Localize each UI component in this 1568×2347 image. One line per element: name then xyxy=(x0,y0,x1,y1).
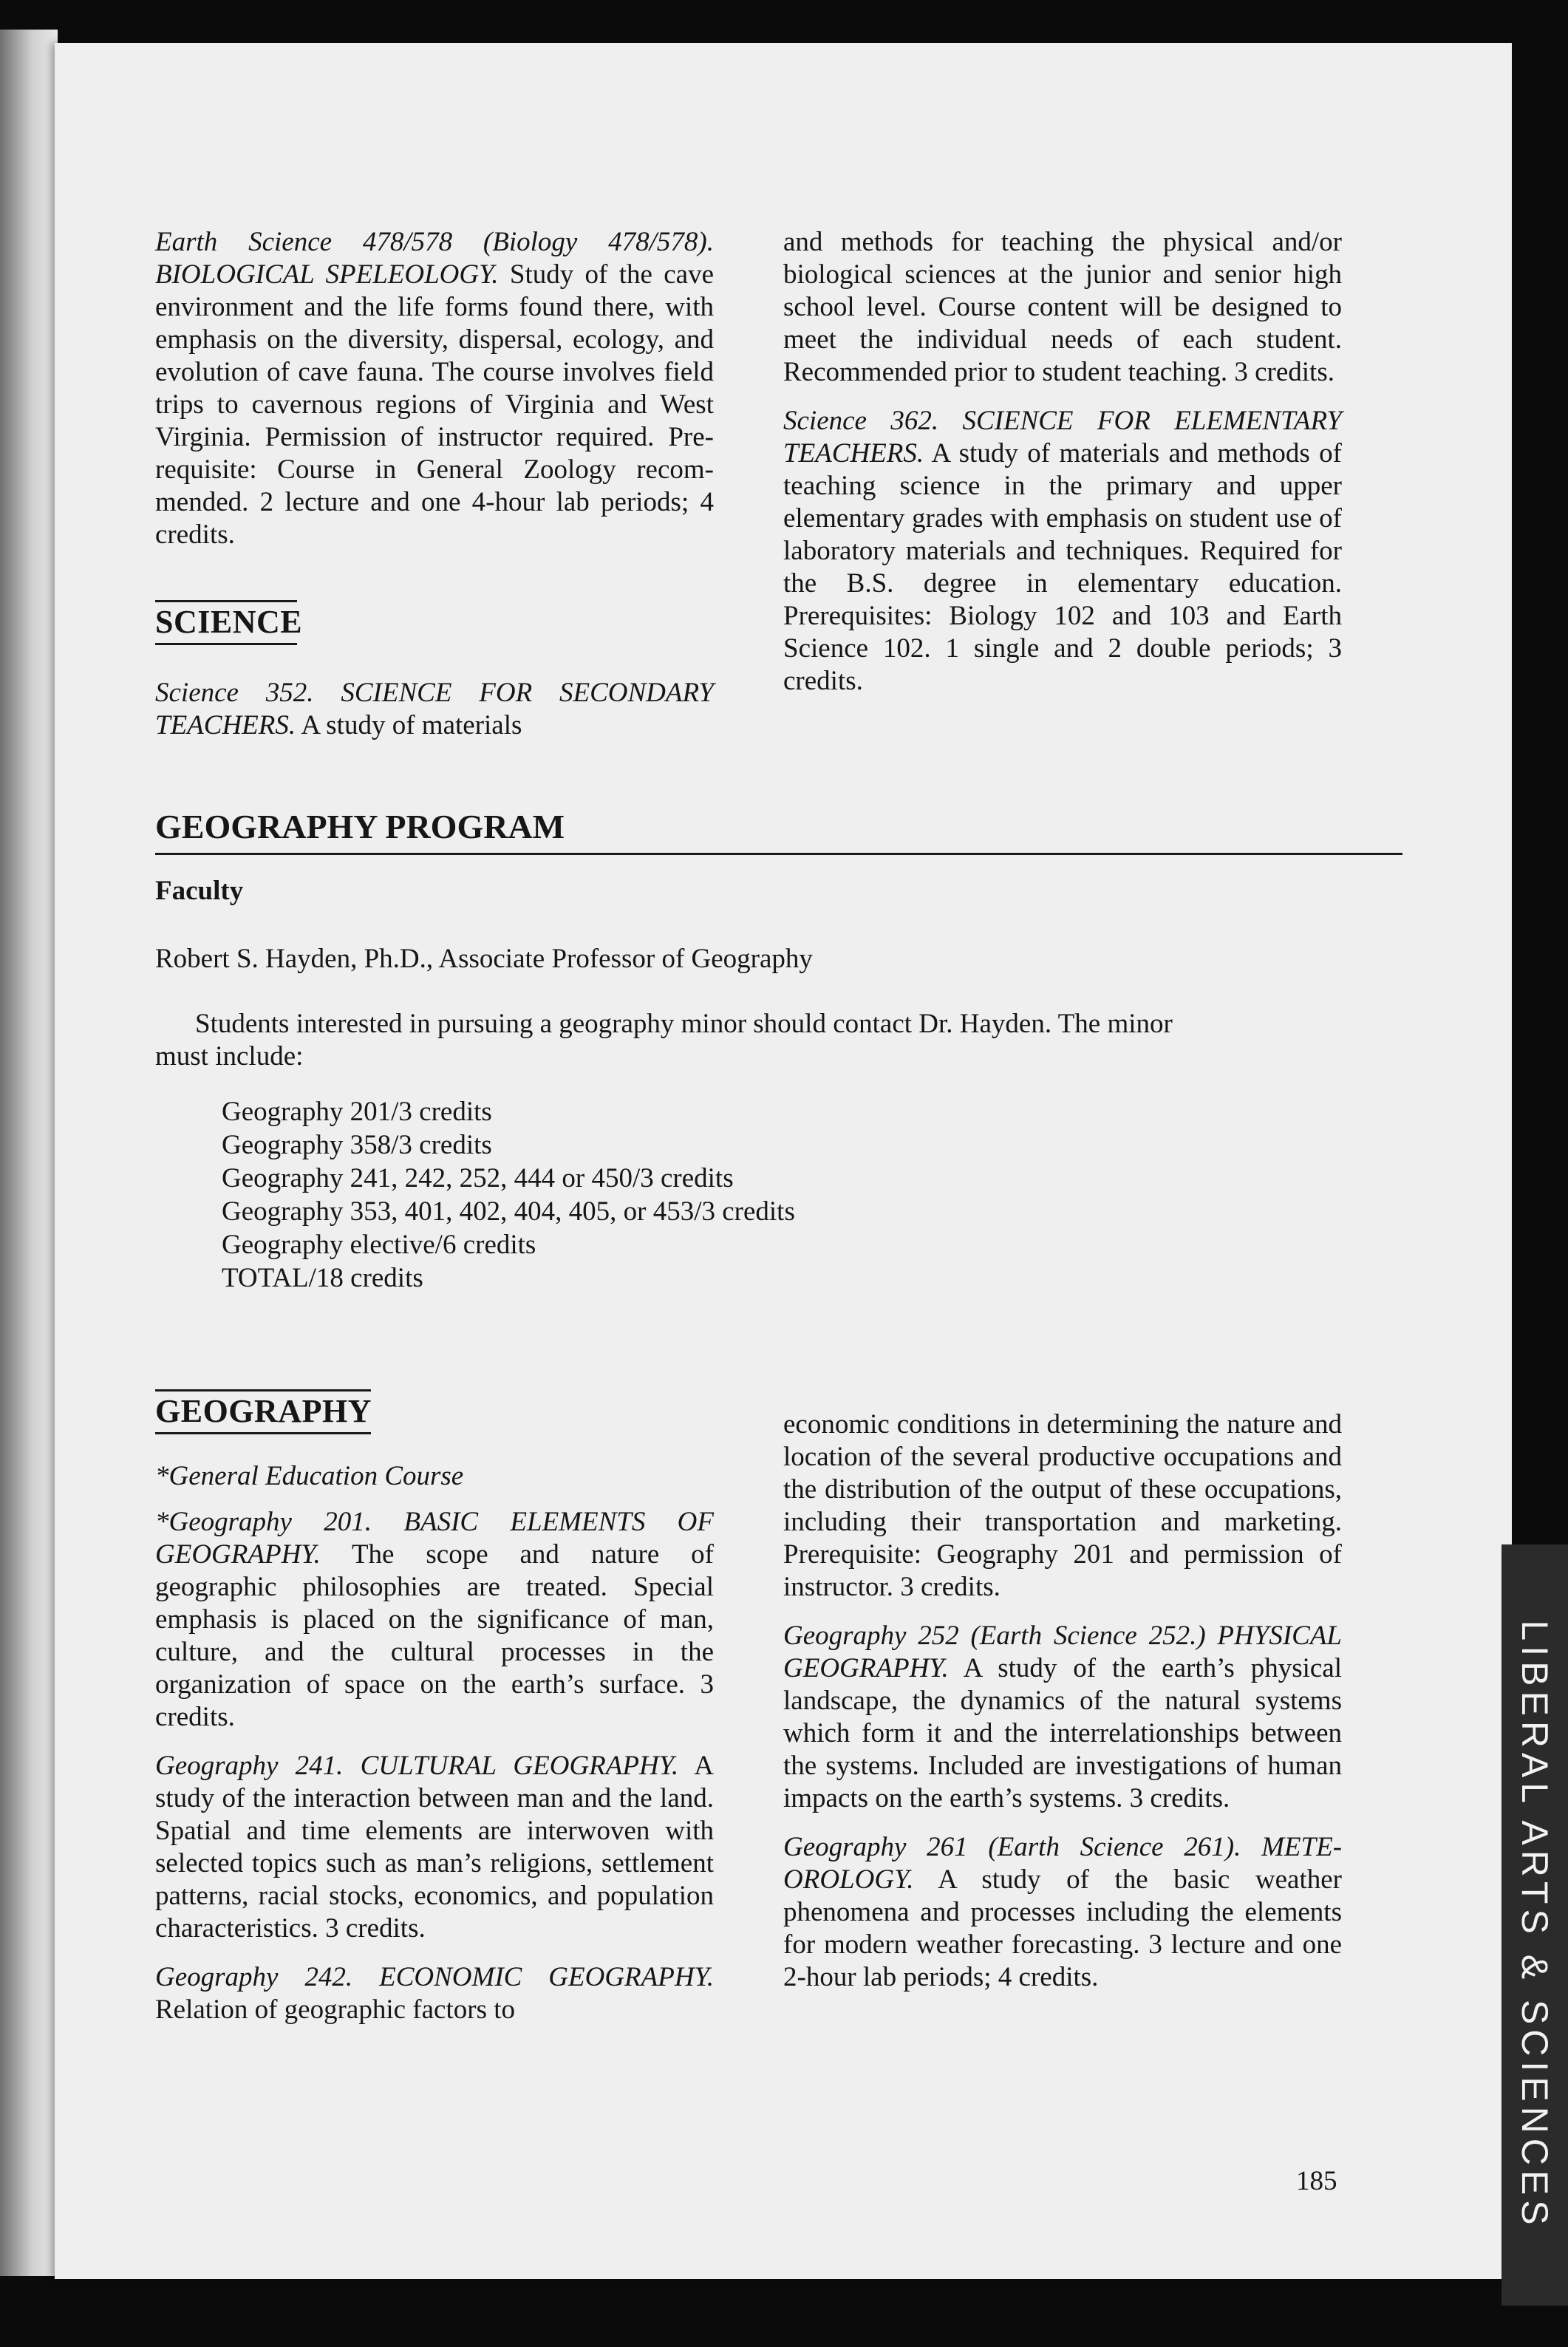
faculty-label: Faculty xyxy=(155,876,244,906)
course-description: economic conditions in determining the nature and location of the several productive occupations and the distribution of the output of these occupations, including their transportation and marketing. Prerequisite: Geography 201 and permission of instructor. 3 credits. xyxy=(783,1409,1342,1602)
science-heading-rule-top xyxy=(155,600,297,602)
requirement-item: Geography 241, 242, 252, 444 or 450/3 credits xyxy=(222,1163,734,1193)
page-number: 185 xyxy=(1296,2166,1337,2196)
side-tab-label: LIBERAL ARTS & SCIENCES xyxy=(1514,1620,1555,2230)
course-title: SCIENCE FOR ELEMENTARY TEACHERS. xyxy=(783,406,1343,469)
geography-right-column xyxy=(783,1408,1342,1994)
course-title: BASIC ELEMENTS OF GEOGRAPHY. xyxy=(155,1507,715,1570)
science-heading: SCIENCE xyxy=(155,604,303,640)
section-side-tab xyxy=(1501,1544,1568,2306)
course-number: Geography 252 (Earth Science 252.) xyxy=(783,1621,1206,1651)
geography-heading-rule-top xyxy=(155,1389,371,1391)
course-title: SCIENCE FOR SECONDARY TEACHERS. xyxy=(155,678,714,740)
course-title: CULTURAL GEOGRAPHY. xyxy=(360,1751,679,1781)
course-description: A study of the basic weather phenomena and processes including the elements for modern weather forecasting. 3 lecture and one 2-hour lab periods; 4 credits. xyxy=(783,1864,1342,1992)
course-title: METEOROLOGY. xyxy=(783,1832,1343,1895)
course-number: Science 352. xyxy=(155,678,314,708)
course-entry-geography-261 xyxy=(783,1831,1342,1994)
course-description: A study of materials xyxy=(301,710,522,740)
course-entry-science-352 xyxy=(155,677,714,742)
geography-program-rule xyxy=(155,853,1402,855)
top-left-column xyxy=(155,226,714,551)
course-number: Science 362. xyxy=(783,406,939,436)
course-number: Earth Science 478/578 (Biology 478/578). xyxy=(155,227,714,257)
course-description: A study of the earth’s physical landscape, the dynamics of the natural systems which form it and the interrelationships between the systems. Included are investigations of human impacts on the earth’s systems. 3 credits. xyxy=(783,1653,1343,1813)
course-number: Geography 261 (Earth Science 261). xyxy=(783,1832,1241,1862)
course-number: *Geography 201. xyxy=(155,1507,372,1537)
course-number: Geography 242. xyxy=(155,1962,353,1992)
course-description: The scope and nature of geographic philosophies are treated. Special emphasis is placed on the significance of man, culture, and the cultural processes in the organization of space on the earth’s surface. 3 credits. xyxy=(155,1539,714,1732)
course-description: and methods for teaching the physical and/or biological sciences at the junior and senior high school level. Course content will be designed to meet the individual needs of each student. Recommended prior to student teaching. 3 credits. xyxy=(783,227,1342,387)
course-title: BIOLOGICAL SPELEOLOGY. xyxy=(155,259,499,290)
requirement-item: Geography 353, 401, 402, 404, 405, or 453/3 credits xyxy=(222,1196,795,1227)
minor-intro-line-2: must include: xyxy=(155,1041,304,1072)
geography-heading: GEOGRAPHY xyxy=(155,1393,372,1429)
geography-program-heading: GEOGRAPHY PROGRAM xyxy=(155,808,565,845)
course-title: ECONOMIC GEOGRAPHY. xyxy=(379,1962,715,1992)
course-description: A study of materials and methods of teaching science in the primary and upper elementary grades with emphasis on student use of laboratory materials and techniques. Required for the B.S. degree in elementary education. Prerequisites: Biology 102 and 103 and Earth Science 102. 1 single and 2 double periods; 3 credits. xyxy=(783,438,1342,696)
course-entry-geography-242-continued xyxy=(783,1408,1342,1604)
course-entry-science-362 xyxy=(783,405,1342,698)
minor-intro-line-1: Students interested in pursuing a geography minor should contact Dr. Hayden. The minor xyxy=(195,1009,1173,1039)
course-description: Study of the cave environment and the life forms found there, with emphasis on the diversity, dispersal, ecology, and evolution of cave fauna. The course involves field trips to cavernous regions of Virginia and West Virginia. Permission of instructor required. Prerequisite: Course in General Zoology recommended. 2 lecture and one 4-hour lab periods; 4 credits. xyxy=(155,259,714,550)
minor-requirements-list xyxy=(222,1095,795,1295)
requirement-item: Geography 358/3 credits xyxy=(222,1130,492,1160)
course-description: A study of the interaction between man and the land. Spatial and time elements are interwoven with selected topics such as man’s religions, settlement patterns, racial stocks, economics, and population characteristics. 3 credits. xyxy=(155,1751,714,1944)
course-entry-science-352-continued xyxy=(783,226,1342,389)
requirement-item: Geography elective/6 credits xyxy=(222,1230,536,1260)
faculty-member: Robert S. Hayden, Ph.D., Associate Professor of Geography xyxy=(155,944,813,974)
top-right-column xyxy=(783,226,1342,698)
requirement-item: TOTAL/18 credits xyxy=(222,1263,423,1293)
course-entry-earth-science-478 xyxy=(155,226,714,551)
book-spine-edge xyxy=(0,30,58,2276)
course-entry-geography-252 xyxy=(783,1620,1342,1815)
geography-heading-rule-bottom xyxy=(155,1432,371,1434)
catalog-page xyxy=(55,43,1512,2279)
science-heading-rule-bottom xyxy=(155,643,297,645)
requirement-item: Geography 201/3 credits xyxy=(222,1097,492,1127)
science-left-column xyxy=(155,677,714,742)
course-title: PHYSICAL GEOGRAPHY. xyxy=(783,1621,1342,1683)
course-entry-geography-241 xyxy=(155,1750,714,1945)
course-entry-geography-201 xyxy=(155,1506,714,1734)
general-education-note: *General Education Course xyxy=(155,1461,464,1491)
geography-left-column xyxy=(155,1506,714,2026)
course-number: Geography 241. xyxy=(155,1751,344,1781)
course-entry-geography-242 xyxy=(155,1961,714,2026)
course-description: Relation of geographic factors to xyxy=(155,1995,515,2025)
